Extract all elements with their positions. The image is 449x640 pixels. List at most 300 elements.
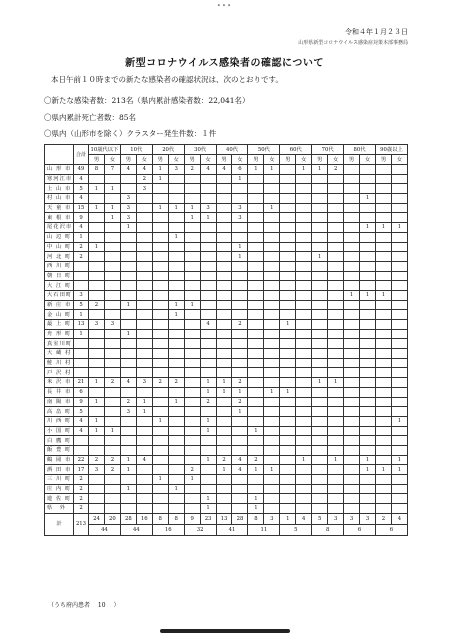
municipality-total: 2: [74, 484, 89, 494]
case-count-cell: [216, 174, 232, 184]
case-count-cell: [216, 368, 232, 378]
case-count-cell: [328, 310, 344, 320]
case-count-cell: [360, 397, 376, 407]
case-count-cell: [280, 368, 296, 378]
table-row: [45, 339, 408, 349]
case-count-cell: [376, 397, 392, 407]
case-count-cell: [232, 261, 248, 271]
case-count-cell: 1: [120, 484, 136, 494]
case-count-cell: [296, 223, 312, 233]
case-count-cell: [136, 436, 152, 446]
case-count-cell: [376, 368, 392, 378]
total-by-age-group: 8: [312, 524, 344, 535]
case-count-cell: 1: [280, 387, 296, 397]
case-count-cell: [136, 329, 152, 339]
case-count-cell: [184, 184, 200, 194]
case-count-cell: 1: [89, 416, 105, 426]
total-by-sex: 9: [184, 513, 200, 524]
case-count-cell: [280, 329, 296, 339]
case-count-cell: 3: [120, 203, 136, 213]
case-count-cell: [216, 504, 232, 514]
table-row: [45, 232, 408, 242]
case-count-cell: [184, 223, 200, 233]
case-count-cell: 1: [152, 165, 168, 175]
case-count-cell: [296, 378, 312, 388]
table-row: [45, 223, 408, 233]
case-count-cell: [360, 445, 376, 455]
case-count-cell: 1: [360, 465, 376, 475]
case-count-cell: 3: [89, 465, 105, 475]
case-count-cell: [391, 310, 407, 320]
case-count-cell: [312, 232, 328, 242]
case-count-cell: [152, 397, 168, 407]
case-count-cell: 1: [168, 300, 184, 310]
municipality-name: 新 庄 市: [45, 300, 74, 310]
case-count-cell: [344, 232, 360, 242]
case-count-cell: [264, 436, 280, 446]
case-count-cell: 1: [391, 416, 407, 426]
case-count-cell: 3: [120, 194, 136, 204]
case-count-cell: [360, 387, 376, 397]
municipality-name: 尾花沢市: [45, 223, 74, 233]
case-count-cell: 1: [216, 465, 232, 475]
case-count-cell: [360, 281, 376, 291]
case-count-cell: 1: [120, 223, 136, 233]
case-count-cell: [104, 436, 120, 446]
header-sex: 男: [248, 155, 264, 165]
case-count-cell: [391, 358, 407, 368]
case-count-cell: 1: [200, 494, 216, 504]
municipality-total: [74, 339, 89, 349]
case-count-cell: [312, 174, 328, 184]
case-count-cell: [216, 184, 232, 194]
total-by-sex: 3: [264, 513, 280, 524]
case-count-cell: [312, 358, 328, 368]
case-count-cell: [391, 426, 407, 436]
case-count-cell: [168, 358, 184, 368]
case-count-cell: [376, 504, 392, 514]
case-count-cell: [312, 242, 328, 252]
total-by-sex: 13: [216, 513, 232, 524]
case-count-cell: 1: [200, 378, 216, 388]
case-count-cell: [184, 349, 200, 359]
case-count-cell: [296, 349, 312, 359]
table-row: [45, 397, 408, 407]
case-count-cell: [200, 465, 216, 475]
case-count-cell: [312, 397, 328, 407]
case-count-cell: [89, 445, 105, 455]
case-count-cell: [136, 271, 152, 281]
case-count-cell: [184, 436, 200, 446]
case-count-cell: 1: [200, 455, 216, 465]
case-count-cell: [216, 358, 232, 368]
case-count-cell: [328, 426, 344, 436]
municipality-total: 2: [74, 242, 89, 252]
case-count-cell: [312, 271, 328, 281]
case-count-cell: [344, 407, 360, 417]
case-count-cell: [264, 194, 280, 204]
cases-table: [44, 144, 408, 536]
case-count-cell: [168, 281, 184, 291]
case-count-cell: 1: [360, 194, 376, 204]
case-count-cell: [344, 349, 360, 359]
case-count-cell: [296, 300, 312, 310]
case-count-cell: [248, 310, 264, 320]
table-row: [45, 504, 408, 514]
case-count-cell: 2: [89, 300, 105, 310]
case-count-cell: [104, 484, 120, 494]
case-count-cell: [152, 426, 168, 436]
case-count-cell: [280, 271, 296, 281]
case-count-cell: 3: [89, 320, 105, 330]
case-count-cell: [248, 397, 264, 407]
case-count-cell: [264, 184, 280, 194]
case-count-cell: [264, 271, 280, 281]
case-count-cell: [360, 339, 376, 349]
case-count-cell: [391, 242, 407, 252]
case-count-cell: [376, 300, 392, 310]
case-count-cell: [391, 252, 407, 262]
case-count-cell: [136, 194, 152, 204]
case-count-cell: [120, 320, 136, 330]
case-count-cell: [200, 232, 216, 242]
case-count-cell: [344, 271, 360, 281]
case-count-cell: [120, 475, 136, 485]
total-by-sex: 4: [391, 513, 407, 524]
case-count-cell: [248, 320, 264, 330]
case-count-cell: [184, 194, 200, 204]
table-row: [45, 378, 408, 388]
case-count-cell: [89, 281, 105, 291]
case-count-cell: [280, 165, 296, 175]
case-count-cell: [280, 184, 296, 194]
case-count-cell: [312, 329, 328, 339]
case-count-cell: [344, 397, 360, 407]
case-count-cell: [184, 397, 200, 407]
case-count-cell: 1: [104, 184, 120, 194]
case-count-cell: [168, 416, 184, 426]
case-count-cell: [248, 300, 264, 310]
case-count-cell: [216, 329, 232, 339]
case-count-cell: [296, 310, 312, 320]
case-count-cell: [89, 504, 105, 514]
case-count-cell: 4: [136, 455, 152, 465]
case-count-cell: [312, 290, 328, 300]
case-count-cell: [104, 300, 120, 310]
case-count-cell: [248, 290, 264, 300]
case-count-cell: [328, 252, 344, 262]
municipality-total: 2: [74, 504, 89, 514]
case-count-cell: 1: [152, 475, 168, 485]
case-count-cell: [280, 281, 296, 291]
case-count-cell: [216, 300, 232, 310]
case-count-cell: [104, 416, 120, 426]
municipality-name: 上 山 市: [45, 184, 74, 194]
case-count-cell: [136, 484, 152, 494]
case-count-cell: 1: [376, 223, 392, 233]
case-count-cell: [168, 445, 184, 455]
case-count-cell: [360, 504, 376, 514]
case-count-cell: 1: [168, 203, 184, 213]
case-count-cell: [248, 261, 264, 271]
case-count-cell: [104, 368, 120, 378]
case-count-cell: [168, 223, 184, 233]
case-count-cell: [248, 203, 264, 213]
case-count-cell: [360, 165, 376, 175]
case-count-cell: [344, 426, 360, 436]
case-count-cell: [120, 281, 136, 291]
case-count-cell: [360, 407, 376, 417]
case-count-cell: [264, 232, 280, 242]
municipality-name: 河 北 町: [45, 252, 74, 262]
case-count-cell: [376, 232, 392, 242]
case-count-cell: [168, 174, 184, 184]
case-count-cell: [136, 387, 152, 397]
table-row: [45, 290, 408, 300]
case-count-cell: [344, 252, 360, 262]
case-count-cell: [328, 504, 344, 514]
case-count-cell: 2: [184, 165, 200, 175]
total-by-sex: 4: [296, 513, 312, 524]
case-count-cell: [344, 223, 360, 233]
total-by-age-group: 44: [89, 524, 121, 535]
case-count-cell: [280, 213, 296, 223]
case-count-cell: [312, 184, 328, 194]
case-count-cell: [376, 165, 392, 175]
case-count-cell: [344, 310, 360, 320]
case-count-cell: [296, 184, 312, 194]
municipality-name: 村 山 市: [45, 194, 74, 204]
header-total: 合計: [74, 145, 89, 165]
case-count-cell: [216, 339, 232, 349]
case-count-cell: [232, 416, 248, 426]
case-count-cell: [184, 445, 200, 455]
case-count-cell: 4: [120, 165, 136, 175]
case-count-cell: [216, 475, 232, 485]
case-count-cell: [89, 368, 105, 378]
case-count-cell: [344, 416, 360, 426]
case-count-cell: [344, 358, 360, 368]
case-count-cell: [120, 349, 136, 359]
header-age-group: 60代: [280, 145, 312, 155]
case-count-cell: [280, 203, 296, 213]
municipality-total: 2: [74, 252, 89, 262]
total-by-sex: 3: [360, 513, 376, 524]
case-count-cell: [184, 281, 200, 291]
case-count-cell: [120, 445, 136, 455]
case-count-cell: [168, 290, 184, 300]
case-count-cell: [200, 484, 216, 494]
total-by-sex: 2: [376, 513, 392, 524]
header-sex: 女: [296, 155, 312, 165]
case-count-cell: [120, 174, 136, 184]
case-count-cell: [120, 252, 136, 262]
totals-row-age: [45, 524, 408, 535]
case-count-cell: [232, 300, 248, 310]
case-count-cell: [184, 484, 200, 494]
case-count-cell: [89, 494, 105, 504]
case-count-cell: [184, 455, 200, 465]
case-count-cell: [312, 436, 328, 446]
status-dots: •••: [216, 2, 233, 10]
case-count-cell: [216, 407, 232, 417]
case-count-cell: [184, 387, 200, 397]
case-count-cell: [89, 213, 105, 223]
case-count-cell: [280, 378, 296, 388]
case-count-cell: [200, 445, 216, 455]
case-count-cell: [328, 281, 344, 291]
municipality-total: 13: [74, 320, 89, 330]
case-count-cell: [184, 504, 200, 514]
case-count-cell: [296, 232, 312, 242]
case-count-cell: [168, 387, 184, 397]
case-count-cell: [248, 232, 264, 242]
case-count-cell: [89, 290, 105, 300]
case-count-cell: [136, 465, 152, 475]
case-count-cell: [200, 194, 216, 204]
case-count-cell: [104, 194, 120, 204]
case-count-cell: [152, 232, 168, 242]
case-count-cell: 1: [200, 504, 216, 514]
case-count-cell: [89, 310, 105, 320]
case-count-cell: [264, 310, 280, 320]
case-count-cell: [104, 349, 120, 359]
case-count-cell: [328, 223, 344, 233]
case-count-cell: 4: [216, 165, 232, 175]
case-count-cell: [391, 445, 407, 455]
case-count-cell: [216, 484, 232, 494]
municipality-total: 1: [74, 329, 89, 339]
case-count-cell: [232, 223, 248, 233]
case-count-cell: [104, 339, 120, 349]
case-count-cell: [296, 387, 312, 397]
case-count-cell: [280, 174, 296, 184]
table-row: [45, 261, 408, 271]
case-count-cell: [264, 213, 280, 223]
case-count-cell: [296, 494, 312, 504]
case-count-cell: [120, 339, 136, 349]
case-count-cell: 1: [376, 290, 392, 300]
case-count-cell: [89, 223, 105, 233]
case-count-cell: [344, 387, 360, 397]
case-count-cell: [280, 484, 296, 494]
case-count-cell: [328, 407, 344, 417]
case-count-cell: [200, 368, 216, 378]
case-count-cell: [104, 223, 120, 233]
header-age-group: 10歳代以下: [90, 146, 119, 153]
case-count-cell: [152, 368, 168, 378]
municipality-name: 長 井 市: [45, 387, 74, 397]
document-title: 新型コロナウイルス感染者の確認について: [125, 58, 324, 69]
case-count-cell: 4: [232, 465, 248, 475]
case-count-cell: [360, 203, 376, 213]
municipality-name: 西 川 町: [45, 261, 74, 271]
case-count-cell: 1: [312, 252, 328, 262]
case-count-cell: 3: [232, 213, 248, 223]
header-sex: 男: [184, 155, 200, 165]
case-count-cell: [232, 484, 248, 494]
case-count-cell: [264, 281, 280, 291]
case-count-cell: [376, 416, 392, 426]
case-count-cell: [200, 349, 216, 359]
case-count-cell: [376, 194, 392, 204]
municipality-name: 庄 内 町: [45, 484, 74, 494]
case-count-cell: [152, 184, 168, 194]
table-row: [45, 329, 408, 339]
case-count-cell: [104, 358, 120, 368]
municipality-total: 22: [74, 455, 89, 465]
case-count-cell: [328, 416, 344, 426]
case-count-cell: [328, 300, 344, 310]
case-count-cell: [391, 475, 407, 485]
case-count-cell: [200, 475, 216, 485]
total-by-age-group: 5: [280, 524, 312, 535]
case-count-cell: [264, 475, 280, 485]
municipality-name: 最 上 町: [45, 320, 74, 330]
case-count-cell: [136, 416, 152, 426]
case-count-cell: [152, 242, 168, 252]
cluster-line: 〇県内（山形市を除く）クラスター発生件数：１件: [44, 129, 217, 138]
case-count-cell: [391, 436, 407, 446]
case-count-cell: [344, 329, 360, 339]
case-count-cell: [200, 261, 216, 271]
case-count-cell: [344, 504, 360, 514]
case-count-cell: 1: [136, 407, 152, 417]
case-count-cell: 2: [184, 465, 200, 475]
case-count-cell: [360, 484, 376, 494]
case-count-cell: [328, 194, 344, 204]
case-count-cell: [232, 281, 248, 291]
case-count-cell: [168, 426, 184, 436]
case-count-cell: [120, 426, 136, 436]
table-row: [45, 455, 408, 465]
case-count-cell: [376, 329, 392, 339]
case-count-cell: [344, 475, 360, 485]
case-count-cell: [312, 300, 328, 310]
case-count-cell: [232, 475, 248, 485]
case-count-cell: 2: [232, 320, 248, 330]
header-sex: 男: [344, 155, 360, 165]
case-count-cell: [152, 407, 168, 417]
case-count-cell: [391, 329, 407, 339]
case-count-cell: [360, 378, 376, 388]
case-count-cell: [376, 252, 392, 262]
case-count-cell: [328, 484, 344, 494]
case-count-cell: 1: [200, 426, 216, 436]
case-count-cell: [232, 232, 248, 242]
case-count-cell: [136, 261, 152, 271]
case-count-cell: [280, 504, 296, 514]
case-count-cell: [312, 475, 328, 485]
case-count-cell: 1: [232, 242, 248, 252]
case-count-cell: [152, 445, 168, 455]
case-count-cell: [136, 281, 152, 291]
header-sex: 女: [232, 155, 248, 165]
case-count-cell: [280, 252, 296, 262]
case-count-cell: [184, 310, 200, 320]
case-count-cell: [296, 290, 312, 300]
case-count-cell: 2: [328, 165, 344, 175]
case-count-cell: [328, 232, 344, 242]
case-count-cell: [136, 368, 152, 378]
case-count-cell: [312, 426, 328, 436]
case-count-cell: [184, 174, 200, 184]
header-sex: 男: [312, 155, 328, 165]
case-count-cell: [312, 310, 328, 320]
case-count-cell: [391, 387, 407, 397]
case-count-cell: [248, 271, 264, 281]
case-count-cell: [296, 504, 312, 514]
